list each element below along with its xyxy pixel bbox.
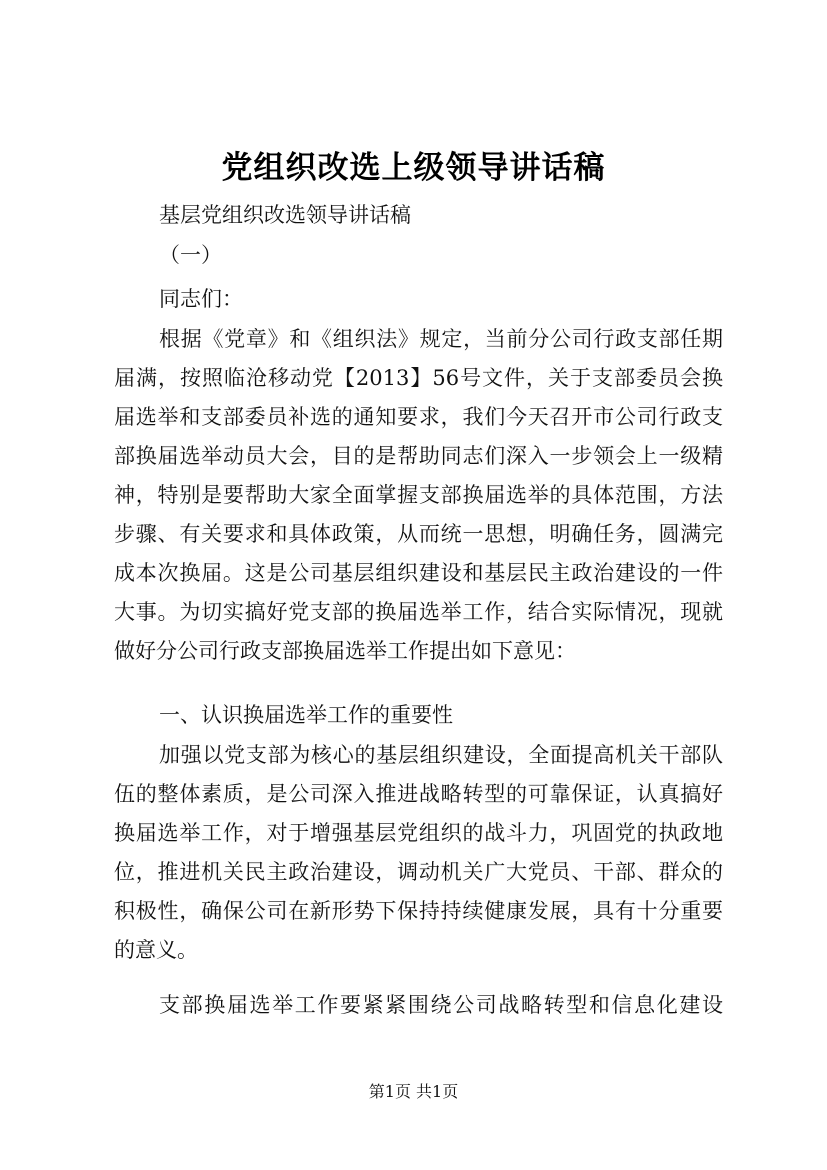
paragraph-line: 的意义。 <box>114 938 198 962</box>
paragraph-line: 大事。为切实搞好党支部的换届选举工作，结合实际情况，现就 <box>114 600 723 624</box>
paragraph-line: 部换届选举动员大会，目的是帮助同志们深入一步领会上一级精 <box>114 444 723 468</box>
paragraph-line: 加强以党支部为核心的基层组织建设，全面提高机关干部队 <box>159 743 723 767</box>
paragraph-line: 积极性，确保公司在新形势下保持持续健康发展，具有十分重要 <box>114 899 723 923</box>
paragraph-line: 届满，按照临沧移动党【2013】56号文件，关于支部委员会换 <box>114 366 723 390</box>
document-title: 党组织改选上级领导讲话稿 <box>221 150 606 186</box>
paragraph-line: 做好分公司行政支部换届选举工作提出如下意见： <box>114 639 576 663</box>
paragraph-line: 位，推进机关民主政治建设，调动机关广大党员、干部、群众的 <box>114 860 723 884</box>
section-heading: 一、认识换届选举工作的重要性 <box>159 703 453 727</box>
paragraph-line: 伍的整体素质，是公司深入推进战略转型的可靠保证，认真搞好 <box>114 782 723 806</box>
page-footer: 第1页 共1页 <box>368 1082 459 1101</box>
document-subtitle: 基层党组织改选领导讲话稿 <box>159 203 411 227</box>
salutation: 同志们： <box>159 287 243 311</box>
paragraph-line: 届选举和支部委员补选的通知要求，我们今天召开市公司行政支 <box>114 405 723 429</box>
paragraph-line: 步骤、有关要求和具体政策，从而统一思想，明确任务，圆满完 <box>114 522 723 546</box>
paragraph-line: 成本次换届。这是公司基层组织建设和基层民主政治建设的一件 <box>114 561 723 585</box>
paragraph-line: 神，特别是要帮助大家全面掌握支部换届选举的具体范围，方法 <box>114 483 723 507</box>
paragraph-line: 支部换届选举工作要紧紧围绕公司战略转型和信息化建设 <box>159 993 723 1017</box>
section-number: （一） <box>159 243 222 267</box>
paragraph-line: 根据《党章》和《组织法》规定，当前分公司行政支部任期 <box>159 327 723 351</box>
paragraph-line: 换届选举工作，对于增强基层党组织的战斗力，巩固党的执政地 <box>114 821 723 845</box>
